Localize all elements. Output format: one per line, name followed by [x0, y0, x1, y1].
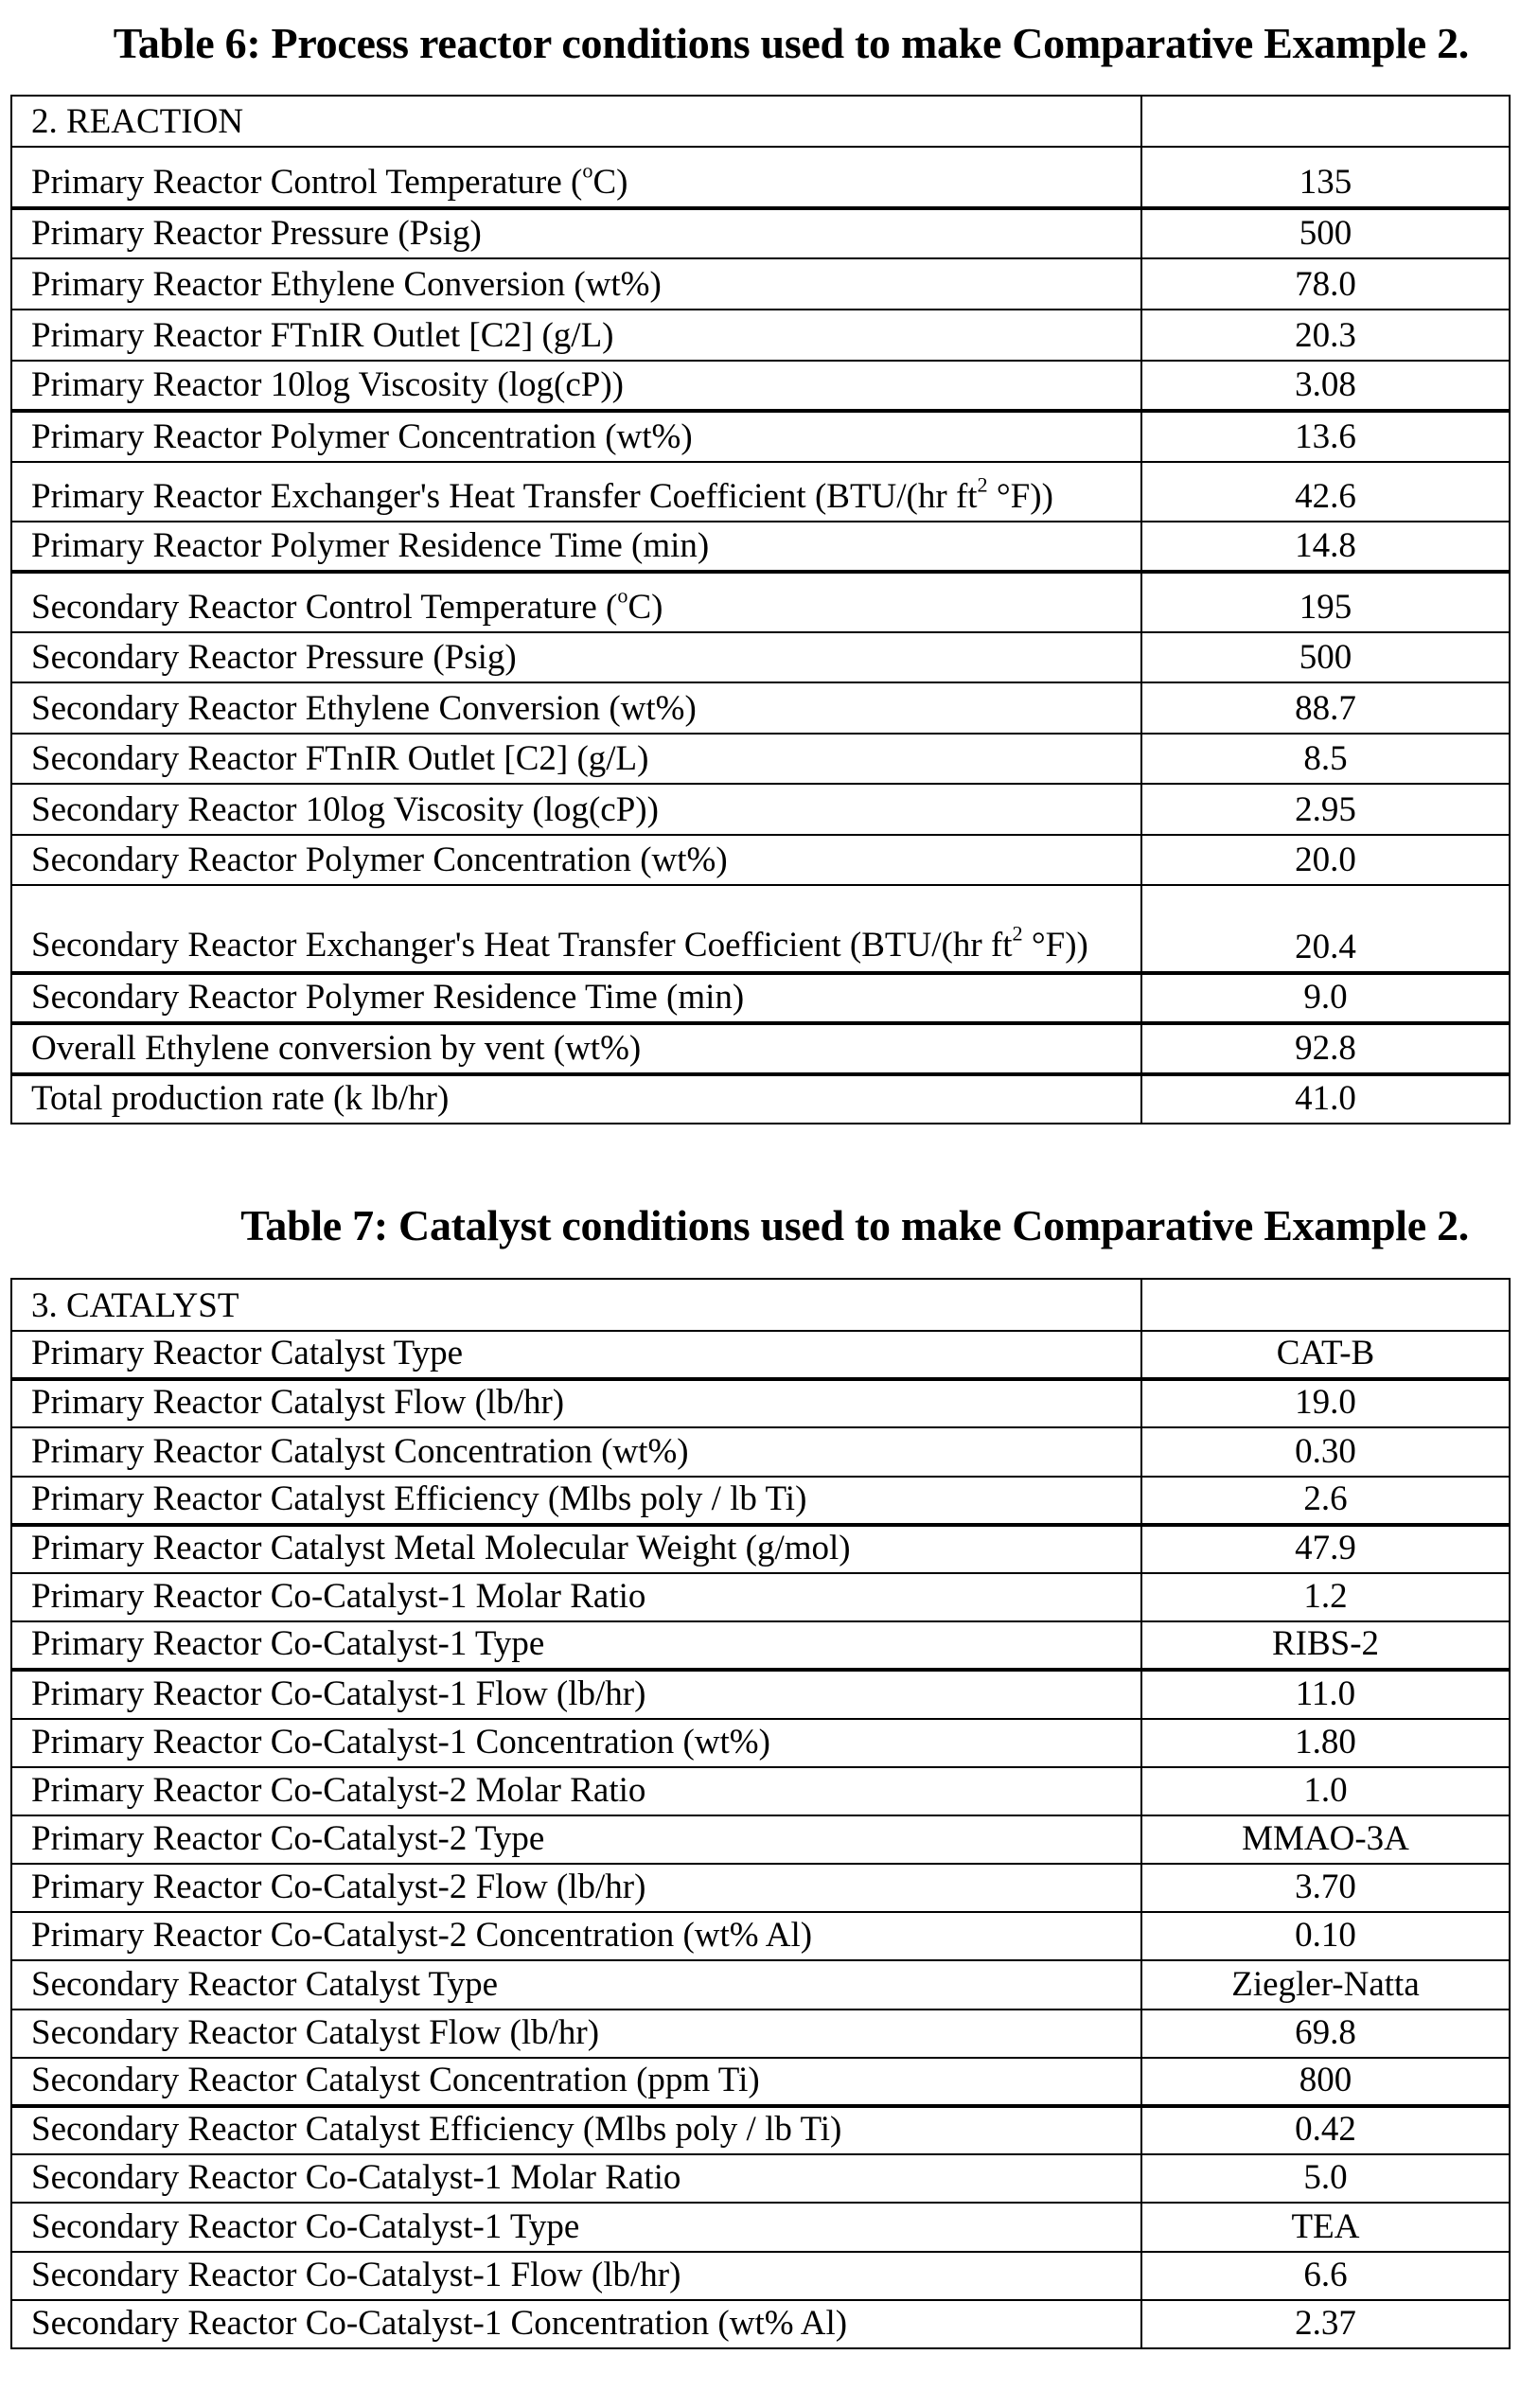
table-6-title: Table 6: Process reactor conditions used to make Comparative Example 2. — [113, 19, 1469, 67]
row-value: 19.0 — [1141, 1379, 1510, 1427]
row-value: 41.0 — [1141, 1074, 1510, 1124]
table-row — [11, 1379, 1510, 1427]
row-value: 2.37 — [1141, 2300, 1510, 2348]
row-label: Primary Reactor Control Temperature ($^o$C) — [11, 147, 1141, 208]
row-label: Secondary Reactor Co-Catalyst-1 Flow (lb/hr) — [11, 2252, 1141, 2300]
row-label: Secondary Reactor Catalyst Flow (lb/hr) — [11, 2010, 1141, 2058]
section-label: 3. CATALYST — [11, 1279, 1141, 1331]
row-value: 3.08 — [1141, 361, 1510, 411]
table-row — [11, 835, 1510, 885]
table-row — [11, 1815, 1510, 1864]
row-value: 14.8 — [1141, 522, 1510, 572]
row-label: Secondary Reactor Co-Catalyst-1 Molar Ratio — [11, 2154, 1141, 2203]
row-label: Primary Reactor Catalyst Metal Molecular Weight (g/mol) — [11, 1525, 1141, 1573]
table-row — [11, 411, 1510, 462]
row-label: Secondary Reactor Exchanger's Heat Transfer Coefficient (BTU/(hr $ft^2$ °F)) — [11, 885, 1141, 973]
row-value: 800 — [1141, 2058, 1510, 2106]
row-value: 2.6 — [1141, 1477, 1510, 1525]
table-row — [11, 973, 1510, 1023]
table-row — [11, 1477, 1510, 1525]
row-value: RIBS-2 — [1141, 1621, 1510, 1670]
row-value: 195 — [1141, 572, 1510, 632]
section-value — [1141, 96, 1510, 147]
row-label: Primary Reactor Co-Catalyst-2 Flow (lb/hr) — [11, 1864, 1141, 1912]
section-value — [1141, 1279, 1510, 1331]
table-row — [11, 1767, 1510, 1815]
table-row — [11, 258, 1510, 310]
row-value: 500 — [1141, 208, 1510, 258]
row-value: 2.95 — [1141, 784, 1510, 835]
table-row — [11, 1864, 1510, 1912]
row-value: CAT-B — [1141, 1331, 1510, 1379]
row-value: 5.0 — [1141, 2154, 1510, 2203]
row-label: Secondary Reactor Co-Catalyst-1 Type — [11, 2203, 1141, 2251]
table-7-title: Table 7: Catalyst conditions used to make Comparative Example 2. — [240, 1201, 1469, 1249]
row-label: Primary Reactor Pressure (Psig) — [11, 208, 1141, 258]
table-row — [11, 1719, 1510, 1767]
table-row — [11, 2300, 1510, 2348]
table-row — [11, 1074, 1510, 1124]
row-label: Primary Reactor Catalyst Flow (lb/hr) — [11, 1379, 1141, 1427]
row-value: 69.8 — [1141, 2010, 1510, 2058]
superscript: 2 — [977, 472, 988, 497]
row-label: Secondary Reactor Co-Catalyst-1 Concentration (wt% Al) — [11, 2300, 1141, 2348]
table-row — [11, 2203, 1510, 2251]
row-value: TEA — [1141, 2203, 1510, 2251]
row-label: Total production rate (k lb/hr) — [11, 1074, 1141, 1124]
table-row — [11, 1621, 1510, 1670]
table-row — [11, 2106, 1510, 2154]
row-label: Primary Reactor Catalyst Efficiency (Mlbs poly / lb Ti) — [11, 1477, 1141, 1525]
table-row — [11, 522, 1510, 572]
row-label: Primary Reactor Co-Catalyst-1 Flow (lb/hr) — [11, 1670, 1141, 1718]
table-row — [11, 1960, 1510, 2009]
row-label: Primary Reactor Co-Catalyst-1 Concentration (wt%) — [11, 1719, 1141, 1767]
row-value: 135 — [1141, 147, 1510, 208]
row-value: MMAO-3A — [1141, 1815, 1510, 1864]
row-label: Primary Reactor Co-Catalyst-2 Molar Ratio — [11, 1767, 1141, 1815]
row-value: 42.6 — [1141, 462, 1510, 522]
table-row — [11, 1525, 1510, 1573]
row-label: Primary Reactor Co-Catalyst-1 Molar Ratio — [11, 1573, 1141, 1621]
row-label: Secondary Reactor Catalyst Concentration (ppm Ti) — [11, 2058, 1141, 2106]
row-value: 0.42 — [1141, 2106, 1510, 2154]
table-row — [11, 2252, 1510, 2300]
row-label: Overall Ethylene conversion by vent (wt%) — [11, 1023, 1141, 1074]
table-row — [11, 1912, 1510, 1960]
table-row — [11, 1427, 1510, 1476]
row-label: Primary Reactor Co-Catalyst-1 Type — [11, 1621, 1141, 1670]
row-value: 20.3 — [1141, 310, 1510, 361]
table-row — [11, 1573, 1510, 1621]
table-row — [11, 682, 1510, 734]
table-row — [11, 462, 1510, 522]
row-value: 20.4 — [1141, 885, 1510, 973]
row-label: Secondary Reactor Catalyst Efficiency (Mlbs poly / lb Ti) — [11, 2106, 1141, 2154]
row-value: 6.6 — [1141, 2252, 1510, 2300]
row-value: 92.8 — [1141, 1023, 1510, 1074]
table-row — [11, 361, 1510, 411]
row-label: Primary Reactor 10log Viscosity (log(cP)) — [11, 361, 1141, 411]
section-label: 2. REACTION — [11, 96, 1141, 147]
table-row — [11, 1023, 1510, 1074]
table-row — [11, 2010, 1510, 2058]
row-value: 0.10 — [1141, 1912, 1510, 1960]
row-label: Primary Reactor Co-Catalyst-2 Concentration (wt% Al) — [11, 1912, 1141, 1960]
row-label: Primary Reactor Ethylene Conversion (wt%) — [11, 258, 1141, 310]
row-label: Secondary Reactor Ethylene Conversion (wt%) — [11, 682, 1141, 734]
table-row — [11, 208, 1510, 258]
row-value: 1.0 — [1141, 1767, 1510, 1815]
table-row — [11, 147, 1510, 208]
row-label: Secondary Reactor FTnIR Outlet [C2] (g/L) — [11, 734, 1141, 784]
row-label: Secondary Reactor Control Temperature ($^o$C) — [11, 572, 1141, 632]
row-label: Primary Reactor Co-Catalyst-2 Type — [11, 1815, 1141, 1864]
row-value: 8.5 — [1141, 734, 1510, 784]
row-label: Secondary Reactor Pressure (Psig) — [11, 632, 1141, 682]
reactor-conditions-table — [10, 95, 1511, 1124]
row-value: 1.80 — [1141, 1719, 1510, 1767]
row-value: 9.0 — [1141, 973, 1510, 1023]
row-value: 13.6 — [1141, 411, 1510, 462]
table-row — [11, 632, 1510, 682]
table-section-header — [11, 96, 1510, 147]
row-value: 78.0 — [1141, 258, 1510, 310]
table-row — [11, 2154, 1510, 2203]
superscript: o — [617, 583, 628, 608]
table-row — [11, 310, 1510, 361]
row-value: 47.9 — [1141, 1525, 1510, 1573]
row-label: Secondary Reactor Polymer Residence Time (min) — [11, 973, 1141, 1023]
row-label: Primary Reactor Polymer Concentration (wt%) — [11, 411, 1141, 462]
row-value: 3.70 — [1141, 1864, 1510, 1912]
table-row — [11, 572, 1510, 632]
row-value: 0.30 — [1141, 1427, 1510, 1476]
table-section-header — [11, 1279, 1510, 1331]
superscript: 2 — [1012, 921, 1023, 946]
row-label: Primary Reactor Catalyst Concentration (wt%) — [11, 1427, 1141, 1476]
row-label: Secondary Reactor Catalyst Type — [11, 1960, 1141, 2009]
table-row — [11, 885, 1510, 973]
row-label: Secondary Reactor 10log Viscosity (log(cP)) — [11, 784, 1141, 835]
row-value: 11.0 — [1141, 1670, 1510, 1718]
catalyst-conditions-table — [10, 1278, 1511, 2349]
table-row — [11, 1670, 1510, 1718]
table-row — [11, 1331, 1510, 1379]
row-label: Secondary Reactor Polymer Concentration (wt%) — [11, 835, 1141, 885]
row-value: 500 — [1141, 632, 1510, 682]
row-label: Primary Reactor Polymer Residence Time (min) — [11, 522, 1141, 572]
row-value: 20.0 — [1141, 835, 1510, 885]
superscript: o — [582, 158, 593, 183]
row-label: Primary Reactor Catalyst Type — [11, 1331, 1141, 1379]
table-row — [11, 2058, 1510, 2106]
row-value: 88.7 — [1141, 682, 1510, 734]
table-row — [11, 784, 1510, 835]
row-value: 1.2 — [1141, 1573, 1510, 1621]
row-label: Primary Reactor FTnIR Outlet [C2] (g/L) — [11, 310, 1141, 361]
row-label: Primary Reactor Exchanger's Heat Transfer Coefficient (BTU/(hr $ft^2$ °F)) — [11, 462, 1141, 522]
table-row — [11, 734, 1510, 784]
row-value: Ziegler-Natta — [1141, 1960, 1510, 2009]
